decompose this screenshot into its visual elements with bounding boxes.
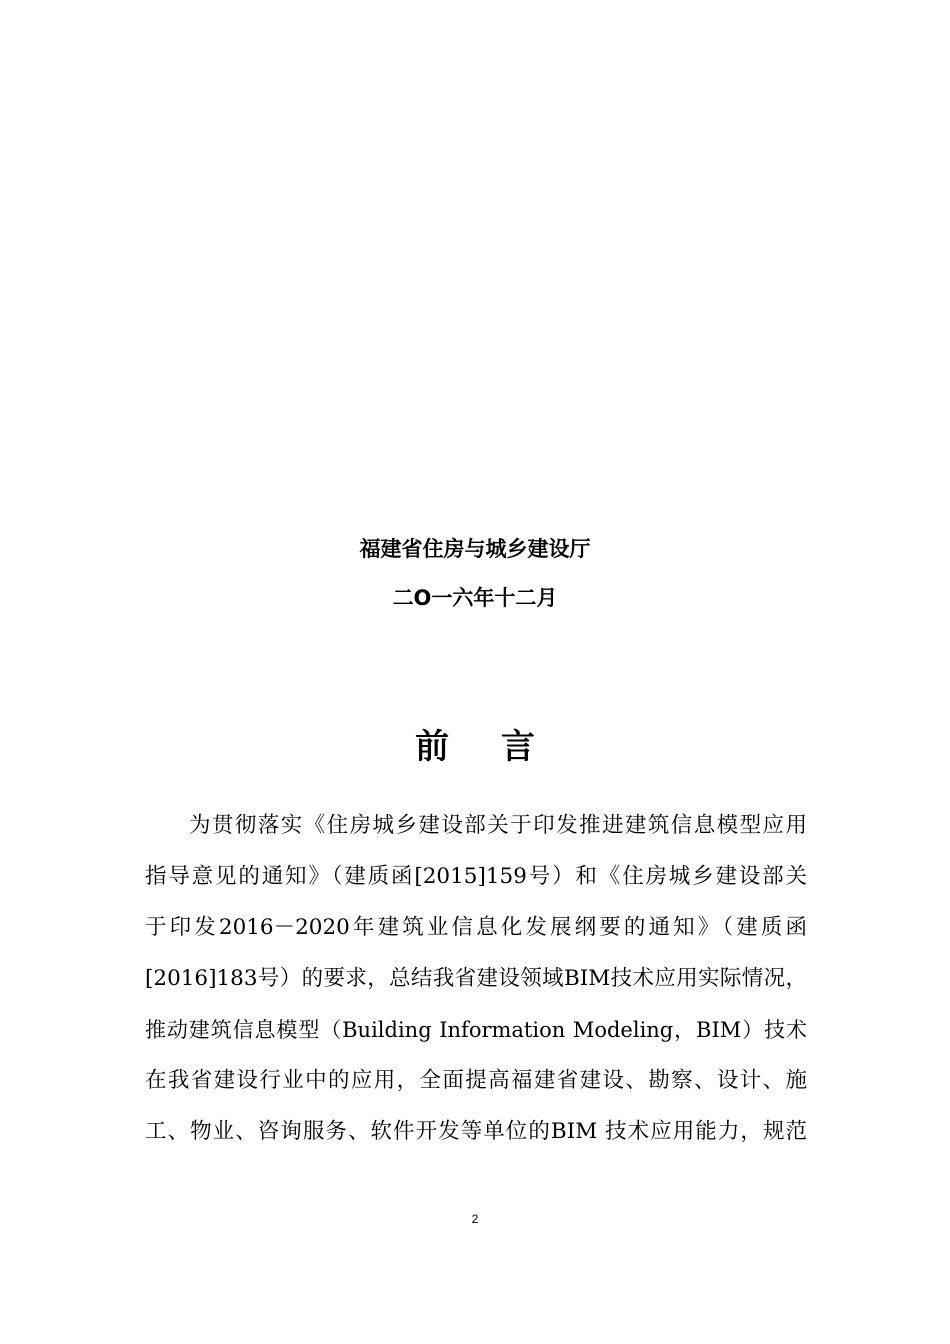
preface-line: 在我省建设行业中的应用，全面提高福建省建设、勘察、设计、施: [145, 1068, 807, 1093]
issue-date: 二O一六年十二月: [392, 586, 558, 610]
page-number: 2: [471, 1212, 479, 1226]
preface-line: 指导意见的通知》（建质函[2015]159号）和《住房城乡建设部关: [145, 864, 807, 889]
preface-line: [2016]183号）的要求，总结我省建设领域BIM技术应用实际情况，: [145, 966, 807, 991]
preface-line: 于印发2016－2020年建筑业信息化发展纲要的通知》（建质函: [145, 915, 807, 940]
issuer-name: 福建省住房与城乡建设厅: [359, 537, 591, 561]
preface-heading: 前 言: [415, 727, 535, 767]
preface-line: 工、物业、咨询服务、软件开发等单位的BIM 技术应用能力，规范: [145, 1119, 807, 1144]
preface-line: 为贯彻落实《住房城乡建设部关于印发推进建筑信息模型应用: [189, 813, 807, 838]
preface-body: [145, 804, 807, 1161]
preface-line: 推动建筑信息模型（Building Information Modeling，BIM）技术: [145, 1018, 807, 1042]
